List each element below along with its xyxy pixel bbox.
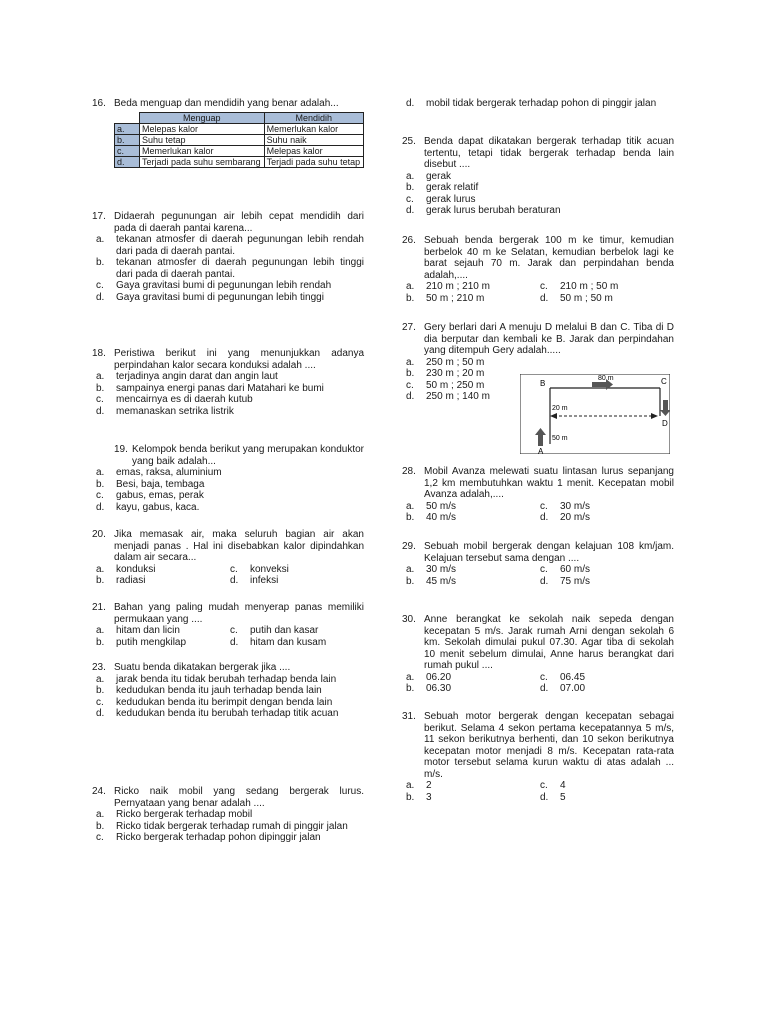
option[interactable] — [92, 821, 364, 833]
question-number: 25. — [402, 136, 416, 147]
option-text: Ricko bergerak terhadap pohon dipinggir jalan — [116, 832, 321, 843]
option-letter: b. — [96, 257, 105, 268]
option[interactable] — [92, 674, 364, 686]
option-text: 50 m ; 250 m — [426, 379, 485, 391]
option[interactable] — [92, 809, 364, 821]
question-26 — [402, 235, 674, 304]
option-letter: c. — [540, 281, 548, 292]
option-letter: d. — [540, 683, 549, 694]
question-text: Ricko naik mobil yang sedang bergerak lurus. Pernyataan yang benar adalah .... — [114, 786, 364, 809]
question-number: 19. — [114, 444, 128, 455]
label-80m: 80 m — [598, 375, 614, 382]
question-20 — [92, 529, 364, 587]
option[interactable] — [540, 512, 674, 524]
option[interactable] — [540, 564, 674, 576]
option-text: 50 m ; 210 m — [426, 292, 485, 304]
option-text: Gaya gravitasi bumi di pegunungan lebih rendah — [116, 280, 332, 291]
arrow-right-icon — [592, 382, 606, 387]
question-text: Mobil Avanza melewati suatu lintasan lurus sepanjang 1,2 km membutuhkan waktu 1 menit. Kecepatan mobil Avanza adalah,.... — [424, 466, 674, 500]
option-text: terjadinya angin darat dan angin laut — [116, 371, 278, 382]
option-letter: d. — [96, 501, 105, 513]
option-text: infeksi — [250, 575, 279, 586]
option[interactable] — [92, 490, 364, 502]
option[interactable] — [406, 672, 540, 684]
option-letter: b. — [406, 292, 415, 304]
table-header: Menguap — [140, 112, 265, 123]
question-24-continued — [402, 98, 674, 110]
option-letter: a. — [406, 564, 415, 575]
question-text: Didaerah pegunungan air lebih cepat mendidih dari pada di daerah pantai karena... — [114, 211, 364, 234]
option-text: 3 — [426, 791, 432, 803]
option[interactable] — [96, 625, 230, 637]
arrow-up-icon — [538, 434, 543, 446]
option-letter: d. — [406, 205, 415, 216]
question-text: Sebuah motor bergerak dengan kecepatan sebagai berikut. Selama 4 sekon pertama kecepatannya 5 m/s, 11 sekon berikutnya berhenti, dan 10 sekon berikutnya kecepatan motor menjadi 8 m/s. Kecepatan rata-rata motor tersebut selama kurun waktu di atas adalah ... m/s. — [424, 711, 674, 780]
option-letter: a. — [96, 467, 105, 478]
option-letter: b. — [96, 575, 105, 586]
row-cell: Suhu tetap — [140, 134, 265, 145]
question-25 — [402, 136, 674, 217]
question-number: 24. — [92, 786, 106, 797]
table-row — [115, 156, 364, 167]
question-30 — [402, 614, 674, 695]
option[interactable] — [402, 98, 674, 110]
option-text: tekanan atmosfer di daerah pegunungan lebih tinggi dari pada di daerah pantai. — [116, 257, 364, 280]
question-number: 18. — [92, 348, 106, 359]
option-text: radiasi — [116, 575, 146, 586]
option-text: 06.20 — [426, 671, 452, 683]
question-number: 17. — [92, 211, 106, 222]
path-diagram — [520, 374, 670, 454]
option[interactable] — [540, 293, 674, 305]
option[interactable] — [92, 280, 364, 292]
question-text: Peristiwa berikut ini yang menunjukkan adanya perpindahan kalor secara konduksi adalah .... — [114, 348, 364, 371]
option-text: 20 m/s — [560, 512, 591, 523]
option[interactable] — [96, 564, 230, 576]
question-21 — [92, 602, 364, 648]
option-letter: b. — [96, 478, 105, 490]
option-letter: b. — [406, 512, 415, 523]
question-text: Benda dapat dikatakan bergerak terhadap titik acuan tertentu, tetapi tidak bergerak terhadap benda lain disebut .... — [424, 136, 674, 170]
option-letter: b. — [406, 368, 415, 379]
option-letter: a. — [406, 170, 415, 182]
option[interactable] — [406, 293, 540, 305]
option[interactable] — [406, 792, 540, 804]
option[interactable] — [540, 792, 674, 804]
label-c: C — [661, 377, 667, 386]
option-letter: a. — [406, 356, 415, 368]
option[interactable] — [402, 380, 512, 392]
row-cell: Melepas kalor — [140, 123, 265, 134]
option[interactable] — [402, 205, 674, 217]
option-letter: a. — [96, 673, 105, 685]
question-number: 16. — [92, 98, 106, 109]
option[interactable] — [540, 501, 674, 513]
option[interactable] — [92, 371, 364, 383]
option[interactable] — [406, 780, 540, 792]
question-number: 31. — [402, 711, 416, 722]
option[interactable] — [92, 685, 364, 697]
option-letter: d. — [230, 636, 239, 648]
option[interactable] — [406, 576, 540, 588]
option-text: jarak benda itu tidak berubah terhadap benda lain — [116, 673, 337, 685]
option-letter: c. — [96, 696, 104, 708]
row-cell: Melepas kalor — [264, 145, 363, 156]
table-corner — [115, 112, 140, 123]
option-text: kayu, gabus, kaca. — [116, 501, 200, 513]
option[interactable] — [92, 257, 364, 280]
question-text: Sebuah benda bergerak 100 m ke timur, kemudian berbelok 40 m ke Selatan, kemudian berbelok lagi ke barat sejauh 70 m. Jarak dan perpindahan benda adalah,.... — [424, 235, 674, 281]
question-17 — [92, 211, 364, 303]
option[interactable] — [402, 391, 512, 403]
option-letter: d. — [540, 292, 549, 304]
option[interactable] — [402, 194, 674, 206]
option-letter: a. — [96, 809, 105, 820]
option-text: 50 m ; 50 m — [560, 292, 613, 304]
option[interactable] — [402, 171, 674, 183]
question-number: 21. — [92, 602, 106, 613]
arrow-down-icon — [663, 400, 668, 410]
option-text: tekanan atmosfer di daerah pegunungan lebih rendah dari pada di daerah pantai. — [116, 234, 364, 257]
option[interactable] — [92, 394, 364, 406]
question-text: Beda menguap dan mendidih yang benar adalah... — [114, 98, 339, 109]
option-text: 30 m/s — [426, 564, 457, 575]
question-text: Sebuah mobil bergerak dengan kelajuan 108 km/jam. Kelajuan tersebut sama dengan .... — [424, 541, 674, 564]
option[interactable] — [402, 368, 512, 380]
option[interactable] — [92, 406, 364, 418]
option[interactable] — [230, 575, 364, 587]
table-row — [115, 145, 364, 156]
option[interactable] — [540, 780, 674, 792]
option-letter: c. — [406, 193, 414, 205]
option-letter: c. — [540, 500, 548, 512]
option-letter: a. — [406, 281, 415, 292]
option-text: 250 m ; 50 m — [426, 356, 485, 368]
option-text: 250 m ; 140 m — [426, 391, 490, 402]
question-16 — [92, 98, 364, 168]
row-letter: c. — [115, 145, 140, 156]
option-text: konduksi — [116, 563, 156, 575]
option-text: kedudukan benda itu berubah terhadap titik acuan — [116, 708, 339, 719]
option-letter: d. — [96, 405, 105, 417]
option[interactable] — [540, 683, 674, 695]
question-text: Suatu benda dikatakan bergerak jika .... — [114, 662, 291, 673]
question-number: 20. — [92, 529, 106, 540]
option-letter: b. — [96, 636, 105, 648]
question-number: 27. — [402, 322, 416, 333]
option-text: kedudukan benda itu jauh terhadap benda lain — [116, 685, 322, 696]
option-text: Ricko bergerak terhadap mobil — [116, 809, 253, 820]
option-text: 60 m/s — [560, 564, 591, 575]
option-letter: d. — [230, 575, 239, 586]
option-letter: a. — [96, 371, 105, 382]
option-text: sampainya energi panas dari Matahari ke bumi — [116, 382, 324, 394]
option-text: Gaya gravitasi bumi di pegunungan lebih tinggi — [116, 291, 324, 303]
option-letter: b. — [406, 575, 415, 587]
row-cell: Terjadi pada suhu tetap — [264, 156, 363, 167]
option-text: mencairnya es di daerah kutub — [116, 394, 253, 405]
option[interactable] — [402, 357, 512, 369]
question-number: 30. — [402, 614, 416, 625]
option[interactable] — [92, 832, 364, 844]
label-d: D — [662, 419, 668, 428]
option[interactable] — [406, 564, 540, 576]
option-text: hitam dan licin — [116, 625, 180, 636]
option-letter: c. — [540, 780, 548, 791]
question-number: 29. — [402, 541, 416, 552]
option-letter: a. — [406, 500, 415, 512]
option-text: putih dan kasar — [250, 625, 319, 636]
option-text: 2 — [426, 780, 432, 791]
table-row — [115, 134, 364, 145]
question-text: Anne berangkat ke sekolah naik sepeda dengan kecepatan 5 m/s. Jarak rumah Arni dengan sekolah 6 km. Sekolah dimulai pukul 07.30. Agar tiba di sekolah 10 menit sebelum dimulai, Anne harus berangkat dari rumah pukul .... — [424, 614, 674, 671]
option-letter: b. — [96, 685, 105, 696]
option-text: gerak lurus berubah beraturan — [426, 205, 561, 216]
option[interactable] — [92, 479, 364, 491]
option[interactable] — [92, 292, 364, 304]
option-letter: b. — [406, 683, 415, 694]
label-50m: 50 m — [552, 435, 568, 442]
question-29 — [402, 541, 674, 587]
option-text: emas, raksa, aluminium — [116, 467, 222, 478]
question-number: 28. — [402, 466, 416, 477]
option-text: 210 m ; 210 m — [426, 281, 490, 292]
option[interactable] — [92, 708, 364, 720]
option-letter: b. — [406, 791, 415, 803]
option-text: 210 m ; 50 m — [560, 281, 619, 292]
option-text: gerak lurus — [426, 193, 476, 205]
row-cell: Terjadi pada suhu sembarang — [140, 156, 265, 167]
question-19 — [92, 444, 364, 513]
option-text: 45 m/s — [426, 575, 457, 587]
option-letter: a. — [96, 563, 105, 575]
label-20m: 20 m — [552, 405, 568, 412]
option-text: 230 m ; 20 m — [426, 368, 485, 379]
option[interactable] — [402, 182, 674, 194]
option-letter: d. — [540, 512, 549, 523]
option-text: Besi, baja, tembaga — [116, 478, 205, 490]
option[interactable] — [96, 575, 230, 587]
option-text: 5 — [560, 791, 566, 803]
option-text: gerak relatif — [426, 182, 479, 193]
question-23 — [92, 662, 364, 720]
option-text: gabus, emas, perak — [116, 490, 204, 501]
question-27 — [402, 322, 674, 457]
table-header: Mendidih — [264, 112, 363, 123]
option[interactable] — [540, 672, 674, 684]
question-18 — [92, 348, 364, 417]
option-letter: c. — [540, 564, 548, 575]
option-text: 06.45 — [560, 671, 586, 683]
option-letter: d. — [96, 708, 105, 719]
option-letter: b. — [406, 182, 415, 193]
option-text: mobil tidak bergerak terhadap pohon di pinggir jalan — [426, 98, 657, 109]
row-letter: b. — [115, 134, 140, 145]
option-letter: a. — [406, 671, 415, 683]
option-letter: c. — [96, 394, 104, 405]
option[interactable] — [540, 281, 674, 293]
option-letter: d. — [540, 791, 549, 803]
option-letter: c. — [406, 379, 414, 391]
row-letter: d. — [115, 156, 140, 167]
option[interactable] — [406, 281, 540, 293]
option-text: 40 m/s — [426, 512, 457, 523]
question-number: 23. — [92, 662, 106, 673]
option[interactable] — [96, 637, 230, 649]
row-letter: a. — [115, 123, 140, 134]
option-text: 4 — [560, 780, 566, 791]
option-letter: d. — [540, 575, 549, 587]
question-31 — [402, 711, 674, 803]
label-b: B — [540, 379, 546, 388]
row-cell: Memerlukan kalor — [140, 145, 265, 156]
option[interactable] — [92, 697, 364, 709]
option-letter: d. — [96, 291, 105, 303]
comparison-table — [114, 112, 364, 168]
option-letter: d. — [406, 391, 415, 402]
option-letter: a. — [96, 234, 105, 245]
option-text: hitam dan kusam — [250, 636, 327, 648]
option-letter: c. — [96, 280, 104, 291]
option[interactable] — [92, 467, 364, 479]
question-text: Gery berlari dari A menuju D melalui B dan C. Tiba di D dia berputar dan kembali ke B. Jarak dan perpindahan yang ditempuh Gery adalah..... — [424, 322, 674, 356]
option[interactable] — [406, 501, 540, 513]
question-number: 26. — [402, 235, 416, 246]
option-letter: a. — [406, 780, 415, 791]
option-text: gerak — [426, 170, 452, 182]
option[interactable] — [540, 576, 674, 588]
option-text: putih mengkilap — [116, 636, 187, 648]
option-text: 50 m/s — [426, 500, 457, 512]
option-text: kedudukan benda itu berimpit dengan benda lain — [116, 696, 333, 708]
row-cell: Memerlukan kalor — [264, 123, 363, 134]
option-letter: d. — [406, 98, 415, 109]
option-letter: b. — [96, 820, 105, 832]
option-letter: c. — [230, 563, 238, 575]
option-text: konveksi — [250, 563, 289, 575]
option-letter: b. — [96, 382, 105, 394]
table-row — [115, 123, 364, 134]
question-text: Bahan yang paling mudah menyerap panas memiliki permukaan yang .... — [114, 602, 364, 625]
option-letter: c. — [96, 490, 104, 501]
option[interactable] — [406, 512, 540, 524]
option-text: 07.00 — [560, 683, 586, 694]
question-28 — [402, 466, 674, 524]
option-text: memanaskan setrika listrik — [116, 405, 234, 417]
option-letter: c. — [96, 832, 104, 843]
option[interactable] — [230, 625, 364, 637]
option-text: Ricko tidak bergerak terhadap rumah di pinggir jalan — [116, 820, 348, 832]
option-letter: c. — [230, 625, 238, 636]
option-text: 75 m/s — [560, 575, 591, 587]
option-text: 30 m/s — [560, 500, 591, 512]
option-letter: c. — [540, 671, 548, 683]
label-a: A — [538, 447, 544, 454]
question-text: Kelompok benda berikut yang merupakan konduktor yang baik adalah... — [132, 444, 364, 467]
option-letter: a. — [96, 625, 105, 636]
row-cell: Suhu naik — [264, 134, 363, 145]
question-text: Jika memasak air, maka seluruh bagian air akan menjadi panas . Hal ini disebabkan kalor dipindahkan dalam air secara... — [114, 529, 364, 563]
option[interactable] — [230, 564, 364, 576]
option[interactable] — [92, 234, 364, 257]
question-24 — [92, 786, 364, 844]
option[interactable] — [230, 637, 364, 649]
option[interactable] — [406, 683, 540, 695]
option-text: 06.30 — [426, 683, 452, 694]
option[interactable] — [92, 502, 364, 514]
option[interactable] — [92, 383, 364, 395]
